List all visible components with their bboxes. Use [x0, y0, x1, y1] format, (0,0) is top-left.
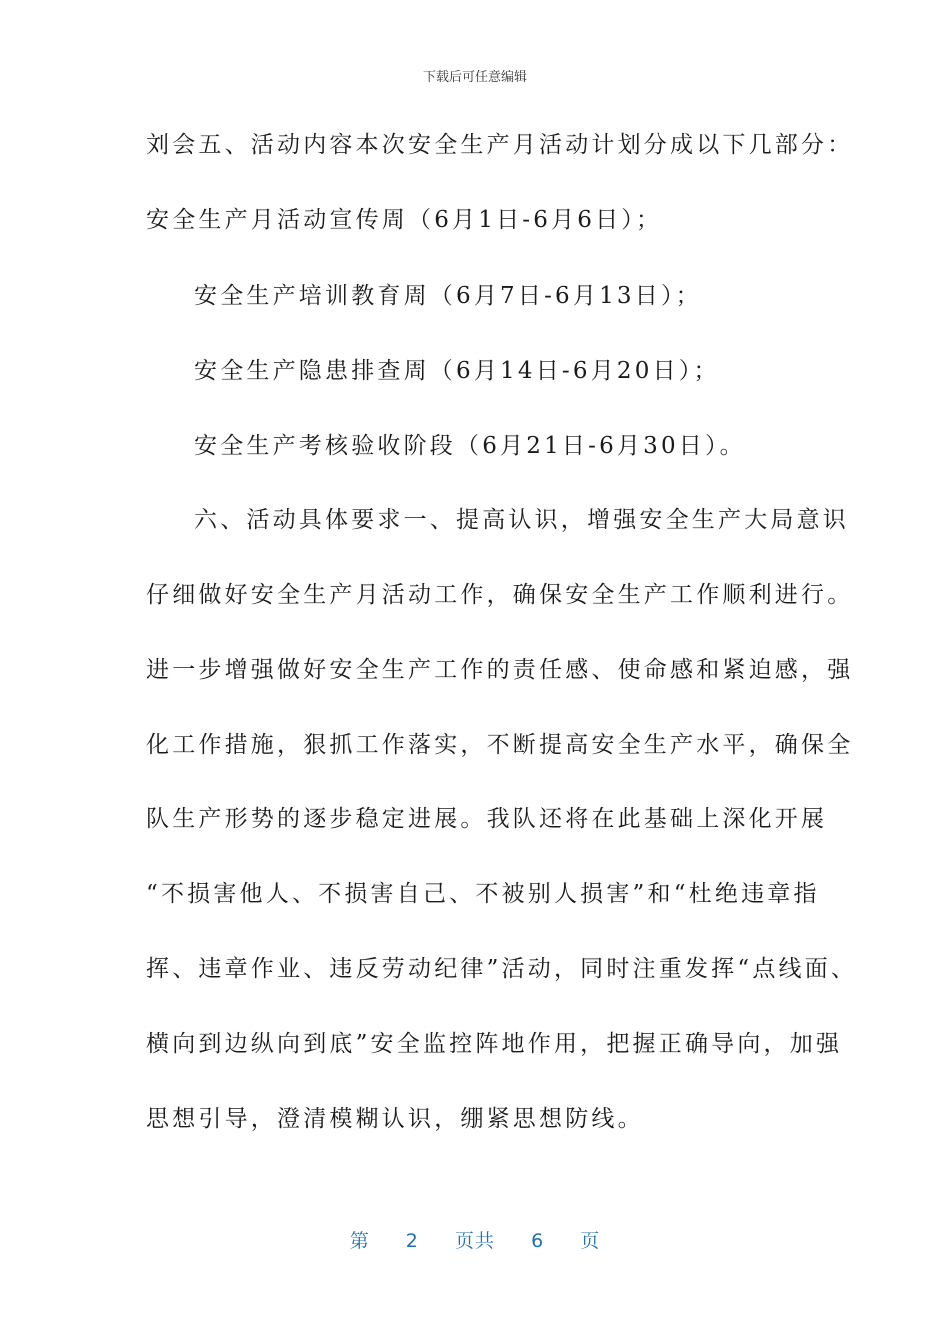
body-line-12: 挥、违章作业、违反劳动纪律”活动，同时注重发挥“点线面、	[146, 956, 858, 982]
body-line-11: “不损害他人、不损害自己、不被别人损害”和“杜绝违章指	[146, 881, 820, 907]
footer-middle: 页共	[454, 1230, 495, 1252]
body-line-5: 安全生产考核验收阶段（6月21日-6月30日）。	[194, 433, 746, 459]
footer-prefix: 第	[349, 1230, 370, 1252]
body-line-8: 进一步增强做好安全生产工作的责任感、使命感和紧迫感，强	[146, 657, 854, 683]
body-line-14: 思想引导，澄清模糊认识，绷紧思想防线。	[146, 1106, 644, 1132]
body-line-3: 安全生产培训教育周（6月7日-6月13日）；	[194, 283, 702, 309]
body-line-4: 安全生产隐患排查周（6月14日-6月20日）；	[194, 358, 720, 384]
header-note: 下载后可任意编辑	[422, 70, 527, 85]
body-line-7: 仔细做好安全生产月活动工作，确保安全生产工作顺利进行。	[146, 582, 854, 608]
footer-suffix: 页	[580, 1230, 601, 1252]
body-line-9: 化工作措施，狠抓工作落实，不断提高安全生产水平，确保全	[146, 732, 854, 758]
body-line-13: 横向到边纵向到底”安全监控阵地作用，把握正确导向，加强	[146, 1031, 843, 1057]
footer-current-page: 2	[405, 1230, 419, 1252]
body-line-1: 刘会五、活动内容本次安全生产月活动计划分成以下几部分：	[146, 132, 854, 158]
body-line-6: 六、活动具体要求一、提高认识，增强安全生产大局意识	[194, 507, 849, 533]
body-line-2: 安全生产月活动宣传周（6月1日-6月6日）；	[146, 207, 663, 233]
footer-total-pages: 6	[531, 1230, 545, 1252]
body-line-10: 队生产形势的逐步稳定进展。我队还将在此基础上深化开展	[146, 806, 828, 832]
page-footer	[0, 1226, 950, 1253]
